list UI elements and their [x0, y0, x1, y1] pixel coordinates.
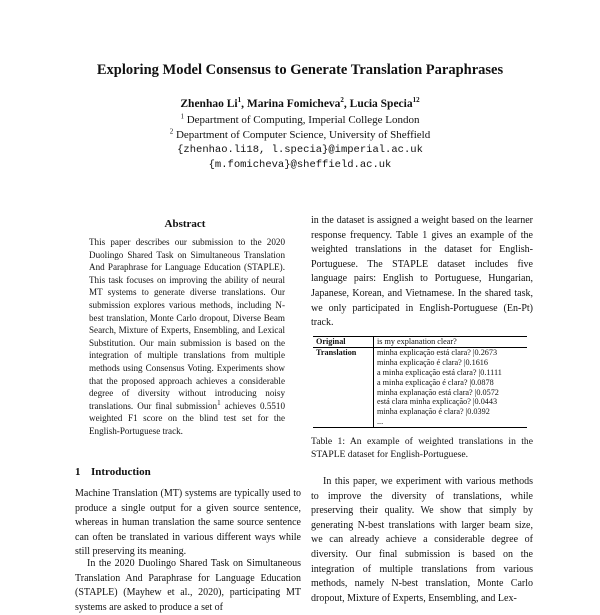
section-number: 1 — [75, 466, 81, 478]
body-paragraph: In this paper, we experiment with various methods to improve the diversity of translations, while preserving their quality. We show that simply by generating N-best translations with larger beam size, we can already achieve a considerable degree of diversity. Our final submission is based on the integration of multiple translations from various methods, namely N-best translation, Monte Carlo dropout, Mixture of Experts, Ensembling, and Lex- — [311, 476, 533, 604]
table-row — [313, 347, 527, 427]
translation-entry: minha explanação é clara? |0.0392 — [377, 407, 490, 417]
abstract-heading: Abstract — [164, 218, 206, 230]
footnote-mark: 1 — [217, 398, 221, 407]
table-caption: Table 1: An example of weighted translations in the STAPLE dataset for English-Portuguese. — [311, 436, 533, 460]
table-row — [313, 337, 527, 348]
section-heading — [75, 466, 151, 478]
table-cell — [374, 347, 528, 427]
affiliation-line — [0, 129, 600, 141]
translation-entry: a minha explicação é clara? |0.0878 — [377, 377, 494, 387]
abstract-body-end: achieves 0.5510 weighted F1 score on the blind test set for the English-Portuguese track. — [89, 400, 286, 436]
author-list — [0, 98, 600, 110]
author-name: Zhenhao Li — [180, 98, 238, 110]
translation-entry: a minha explicação está clara? |0.1111 — [377, 367, 502, 377]
author-affiliation-mark: 2 — [340, 96, 344, 105]
translation-entry: ... — [377, 417, 384, 427]
affiliation-line — [0, 114, 600, 126]
translation-entry: minha explanação está clara? |0.0572 — [377, 387, 499, 397]
affiliation-mark: 1 — [180, 112, 184, 121]
author-name: Lucia Specia — [349, 98, 413, 110]
affiliation-text: Department of Computer Science, University of Sheffield — [175, 129, 431, 141]
intro-paragraph: In the 2020 Duolingo Shared Task on Simultaneous Translation And Paraphrase for Language Education (STAPLE) (Mayhew et al., 2020), participating MT systems are asked to produce a set of — [75, 558, 301, 613]
translation-entry: minha explicação está clara? |0.2673 — [377, 347, 498, 357]
author-affiliation-mark: 12 — [412, 96, 420, 105]
section-title: Introduction — [91, 466, 151, 478]
intro-paragraph: Machine Translation (MT) systems are typically used to produce a single output for a given source sentence, whereas in human translation the same source sentence can often be translated in various different ways while still preserving its meaning. — [75, 488, 301, 558]
translation-entry: minha explicação é clara? |0.1616 — [377, 357, 488, 367]
table-row-label: Translation — [313, 347, 374, 427]
abstract-body: This paper describes our submission to the 2020 Duolingo Shared Task on Simultaneous Translation And Paraphrase for Language Education (STAPLE). This task focuses on improving the ability of neural MT systems to generate diverse translations. Our submission explores various methods, including N-best translation, Monte Carlo dropout, Diverse Beam Search, Mixture of Experts, Ensembling, and Lexical Substitution. Our main submission is based on the integration of multiple translations from multiple methods using Consensus Voting. Experiments show that the proposed approach achieves a considerable degree of diversity without introducing noisy translations. Our final submission — [89, 237, 285, 411]
table-cell: is my explanation clear? — [374, 337, 528, 348]
weighted-translations-table — [313, 336, 527, 428]
email-line: {zhenhao.li18, l.specia}@imperial.ac.uk — [177, 144, 423, 156]
author-affiliation-mark: 1 — [237, 96, 242, 105]
affiliation-mark: 2 — [169, 127, 174, 136]
author-separator: , — [343, 98, 350, 110]
affiliation-text: Department of Computing, Imperial College London — [186, 114, 420, 126]
email-line: {m.fomicheva}@sheffield.ac.uk — [208, 159, 392, 171]
paper-title: Exploring Model Consensus to Generate Translation Paraphrases — [96, 62, 504, 78]
abstract-text — [89, 236, 285, 438]
body-paragraph: in the dataset is assigned a weight based on the learner response frequency. Table 1 gives an example of the weighted translations in the dataset for English-Portuguese. The STAPLE dataset includes five language pairs: English to Portuguese, Hungarian, Japanese, Korean, and Vietnamese. In the shared task, we only participated in English-Portuguese (En-Pt) track. — [311, 215, 533, 329]
table-row-label: Original — [313, 337, 374, 348]
author-name: Marina Fomicheva — [246, 98, 341, 110]
translation-entry: está clara minha explicação? |0.0443 — [377, 397, 498, 407]
author-separator: , — [241, 98, 247, 110]
